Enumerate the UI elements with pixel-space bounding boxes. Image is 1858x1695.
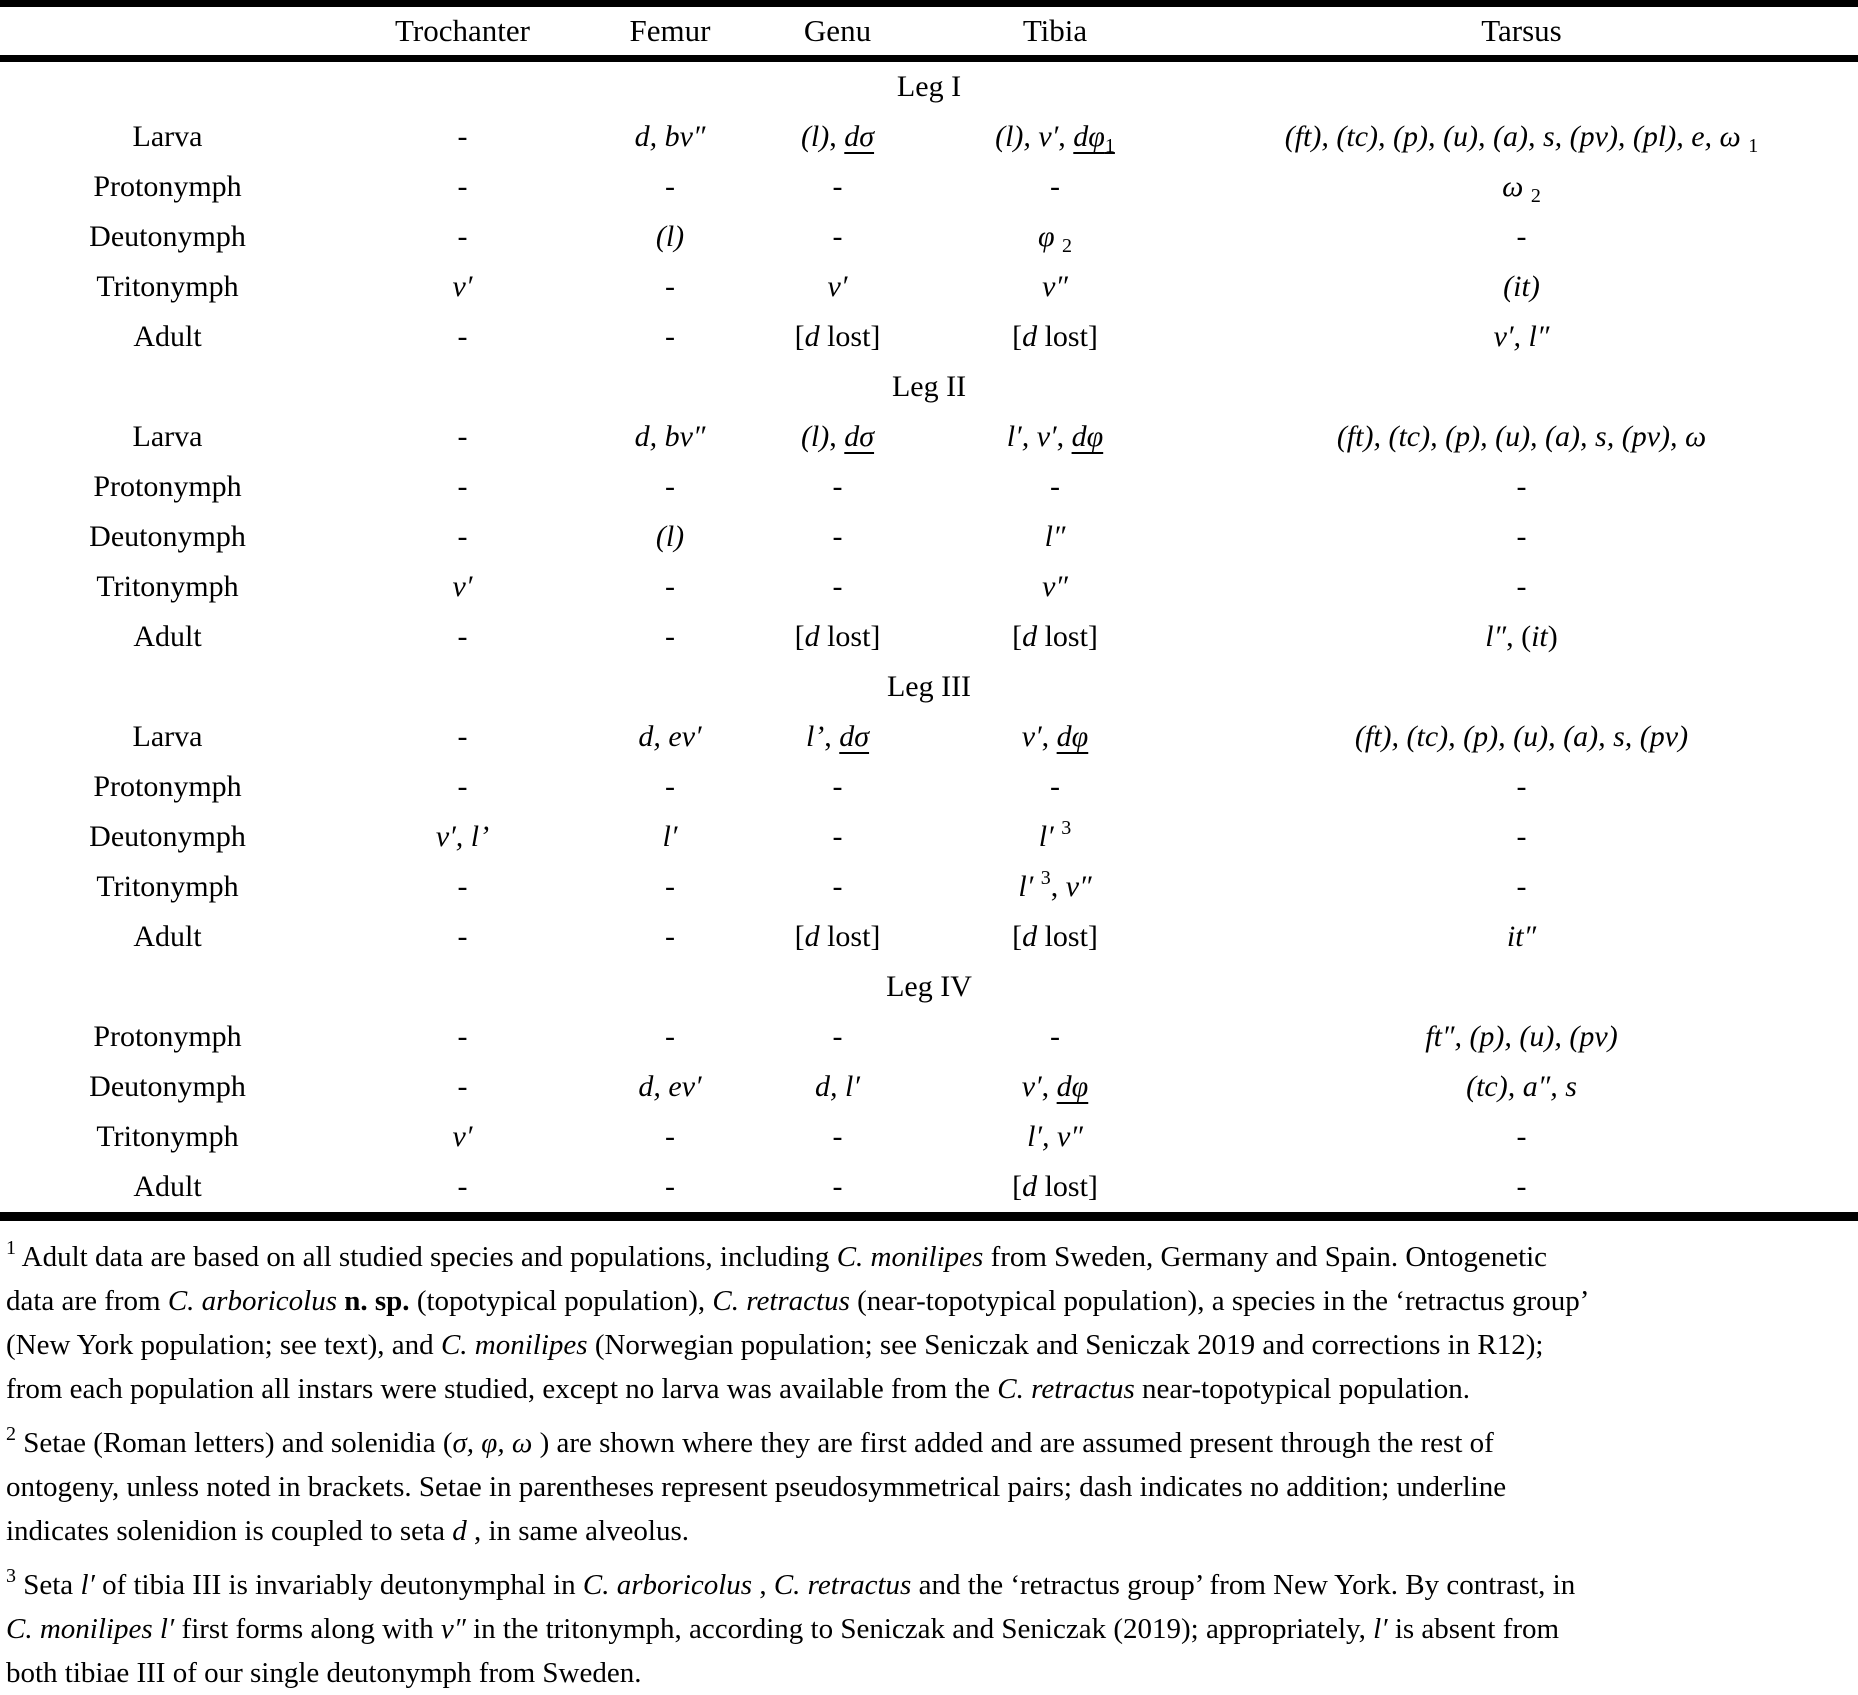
table-cell: - — [1516, 1120, 1527, 1153]
table-cell: (l), dσ — [800, 420, 875, 453]
table-cell: [d lost] — [794, 620, 881, 653]
table-cell: - — [665, 1170, 675, 1203]
footnote — [6, 1235, 1852, 1411]
table-cell: - — [457, 120, 468, 153]
table-cell: l′ $^3$ — [1038, 817, 1072, 853]
table-cell: [d lost] — [1012, 920, 1098, 953]
column-header-tarsus: Tarsus — [1185, 4, 1858, 59]
table-cell: - — [1516, 520, 1527, 553]
column-header-tibia: Tibia — [925, 4, 1185, 59]
instar-label: Adult — [133, 620, 202, 653]
instar-row — [0, 262, 1858, 312]
table-cell: - — [457, 720, 468, 753]
instar-label: Adult — [133, 920, 202, 953]
table-cell: - — [457, 520, 468, 553]
table-cell: (l) — [655, 520, 685, 553]
footnote-line: from each population all instars were studied, except no larva was available from the C. retractus near-topotypical population. — [6, 1373, 1471, 1405]
table-cell: - — [1516, 1170, 1527, 1203]
table-cell: - — [1050, 170, 1060, 203]
table-cell: - — [457, 470, 468, 503]
table-cell: - — [832, 1170, 843, 1203]
instar-row — [0, 112, 1858, 162]
table-cell: - — [832, 470, 843, 503]
footnote-line: both tibiae III of our single deutonymph from Sweden. — [6, 1657, 642, 1689]
instar-label: Deutonymph — [89, 820, 246, 853]
instar-row — [0, 462, 1858, 512]
table-cell: - — [457, 420, 468, 453]
table-cell: - — [665, 870, 675, 903]
instar-label: Protonymph — [93, 1020, 242, 1053]
instar-label: Adult — [133, 320, 202, 353]
table-cell: l’, dσ — [805, 720, 870, 753]
footnote-line: data are from C. arboricolus n. sp. (topotypical population), C. retractus (near-topotypical population), a species in the ‘retractus group’ — [6, 1285, 1590, 1317]
footnotes — [0, 1221, 1858, 1695]
table-cell: - — [1516, 770, 1527, 803]
table-cell: l′, v″ — [1027, 1120, 1083, 1153]
table-cell: ft″, (p), (u), (pv) — [1425, 1020, 1618, 1053]
instar-label: Protonymph — [93, 470, 242, 503]
footnote-line: (New York population; see text), and C. monilipes (Norwegian population; see Seniczak and Seniczak 2019 and corrections in R12); — [6, 1329, 1544, 1361]
instar-row — [0, 162, 1858, 212]
table-cell: v″ — [1042, 270, 1068, 303]
table-cell: l′ $^3$, v″ — [1018, 867, 1092, 903]
table-cell: l″ — [1044, 520, 1066, 553]
table-cell: v′ — [452, 270, 473, 303]
group-label: Leg IV — [886, 970, 972, 1003]
table-cell: d, l′ — [815, 1070, 860, 1103]
instar-row — [0, 612, 1858, 662]
table-cell: d, ev′ — [638, 1070, 702, 1103]
table-cell: - — [832, 1120, 843, 1153]
table-cell: - — [457, 320, 468, 353]
table-cell: - — [665, 320, 675, 353]
footnote — [6, 1563, 1852, 1695]
footnote-line: indicates solenidion is coupled to seta d , in same alveolus. — [6, 1515, 689, 1547]
table-cell: [d lost] — [794, 920, 881, 953]
table-cell: - — [665, 1020, 675, 1053]
table-cell: - — [832, 570, 843, 603]
instar-row — [0, 562, 1858, 612]
instar-row — [0, 1162, 1858, 1217]
table-cell: - — [457, 220, 468, 253]
instar-row — [0, 212, 1858, 262]
table-cell: - — [457, 170, 468, 203]
table-cell: - — [457, 1020, 468, 1053]
group-row — [0, 662, 1858, 712]
table-cell: - — [832, 820, 843, 853]
table-cell: l″, (it) — [1485, 620, 1558, 653]
table-cell: - — [1516, 220, 1527, 253]
instar-row — [0, 1112, 1858, 1162]
table-cell: (tc), a″, s — [1466, 1070, 1577, 1103]
table-cell: - — [1516, 570, 1527, 603]
table-cell: it″ — [1506, 920, 1537, 953]
instar-label: Deutonymph — [89, 1070, 246, 1103]
instar-label: Larva — [132, 720, 203, 753]
instar-label: Protonymph — [93, 170, 242, 203]
table-cell: - — [665, 270, 675, 303]
table-cell: φ $_2$ — [1037, 220, 1073, 257]
instar-row — [0, 512, 1858, 562]
column-header-genu: Genu — [750, 4, 925, 59]
table-cell: v′, dφ — [1021, 720, 1089, 753]
footnote-line: ontogeny, unless noted in brackets. Setae in parentheses represent pseudosymmetrical pairs; dash indicates no addition; underline — [6, 1471, 1507, 1503]
table-cell: v′, l″ — [1493, 320, 1550, 353]
table-cell: l′ — [662, 820, 678, 853]
table-cell: - — [457, 870, 468, 903]
group-row — [0, 362, 1858, 412]
table-cell: [d lost] — [794, 320, 881, 353]
table-cell: v′ — [452, 570, 473, 603]
table-cell: - — [832, 770, 843, 803]
group-row — [0, 962, 1858, 1012]
instar-label: Tritonymph — [96, 1120, 239, 1153]
table-cell: - — [457, 1170, 468, 1203]
instar-label: Protonymph — [93, 770, 242, 803]
table-cell: (ft), (tc), (p), (u), (a), s, (pv), ω — [1336, 420, 1707, 453]
table-cell: - — [665, 1120, 675, 1153]
table-cell: - — [665, 770, 675, 803]
table-cell: (l), dσ — [800, 120, 875, 153]
group-label: Leg II — [891, 370, 967, 403]
column-header-femur: Femur — [590, 4, 750, 59]
group-label: Leg I — [896, 70, 962, 103]
table-cell: - — [832, 870, 843, 903]
table-cell: v′ — [452, 1120, 473, 1153]
instar-label: Larva — [132, 120, 203, 153]
table-cell: - — [1050, 770, 1060, 803]
table-cell: d, bv″ — [634, 120, 706, 153]
table-cell: (ft), (tc), (p), (u), (a), s, (pv), (pl), e, ω $_1$ — [1284, 120, 1759, 157]
table-cell: (it) — [1503, 270, 1540, 303]
footnote-line: $^2$ Setae (Roman letters) and solenidia (σ, φ, ω ) are shown where they are first added and are assumed present through the rest of — [6, 1423, 1494, 1459]
table-cell: [d lost] — [1012, 620, 1098, 653]
table-cell: d, bv″ — [634, 420, 706, 453]
table-cell: ω $_2$ — [1502, 170, 1541, 207]
table-cell: [d lost] — [1012, 320, 1098, 353]
table-cell: - — [457, 1070, 468, 1103]
table-cell: v′, dφ — [1021, 1070, 1089, 1103]
table-cell: - — [665, 170, 675, 203]
column-header-trochanter: Trochanter — [335, 4, 590, 59]
table-cell: l′, v′, dφ — [1006, 420, 1104, 453]
table-cell: - — [832, 1020, 843, 1053]
footnote — [6, 1421, 1852, 1553]
group-row — [0, 59, 1858, 113]
instar-label: Tritonymph — [96, 270, 239, 303]
table-cell: - — [832, 220, 843, 253]
table-cell: v″ — [1042, 570, 1068, 603]
instar-row — [0, 1062, 1858, 1112]
table-cell: - — [1516, 470, 1527, 503]
instar-row — [0, 912, 1858, 962]
header-row — [0, 4, 1858, 59]
table-cell: - — [665, 570, 675, 603]
table-cell: v′ — [827, 270, 848, 303]
table-cell: - — [1516, 820, 1527, 853]
instar-label: Deutonymph — [89, 220, 246, 253]
instar-row — [0, 862, 1858, 912]
table-cell: - — [665, 920, 675, 953]
table-cell: - — [1050, 470, 1060, 503]
table-cell: - — [1050, 1020, 1060, 1053]
table-cell: - — [457, 620, 468, 653]
instar-row — [0, 312, 1858, 362]
table-cell: - — [457, 920, 468, 953]
instar-row — [0, 1012, 1858, 1062]
table-cell: (l) — [655, 220, 685, 253]
table-cell: - — [457, 770, 468, 803]
instar-row — [0, 762, 1858, 812]
table-cell: - — [665, 470, 675, 503]
footnote-line: $^3$ Seta l′ of tibia III is invariably deutonymphal in C. arboricolus , C. retractus and the ‘retractus group’ from New York. By contrast, in — [6, 1565, 1576, 1601]
instar-row — [0, 812, 1858, 862]
table-cell: v′, l’ — [435, 820, 490, 853]
instar-row — [0, 412, 1858, 462]
table-cell: [d lost] — [1012, 1170, 1098, 1203]
group-label: Leg III — [886, 670, 972, 703]
table-cell: (l), v′, $d\varphi_1$ — [995, 120, 1115, 157]
instar-label: Tritonymph — [96, 570, 239, 603]
column-header-empty — [0, 4, 335, 59]
footnote-line: $^1$ Adult data are based on all studied species and populations, including C. monilipes from Sweden, Germany and Spain. Ontogenetic — [6, 1237, 1548, 1273]
table-cell: - — [665, 620, 675, 653]
table-body — [0, 59, 1858, 1217]
table-cell: - — [1516, 870, 1527, 903]
table-cell: - — [832, 170, 843, 203]
table-cell: (ft), (tc), (p), (u), (a), s, (pv) — [1354, 720, 1689, 753]
instar-label: Tritonymph — [96, 870, 239, 903]
instar-label: Adult — [133, 1170, 202, 1203]
table-cell: - — [832, 520, 843, 553]
table-cell: d, ev′ — [638, 720, 702, 753]
instar-row — [0, 712, 1858, 762]
instar-label: Larva — [132, 420, 203, 453]
instar-label: Deutonymph — [89, 520, 246, 553]
footnote-line: C. monilipes l′ first forms along with v″ in the tritonymph, according to Seniczak and Seniczak (2019); appropriately, l′ is absent from — [6, 1613, 1560, 1645]
